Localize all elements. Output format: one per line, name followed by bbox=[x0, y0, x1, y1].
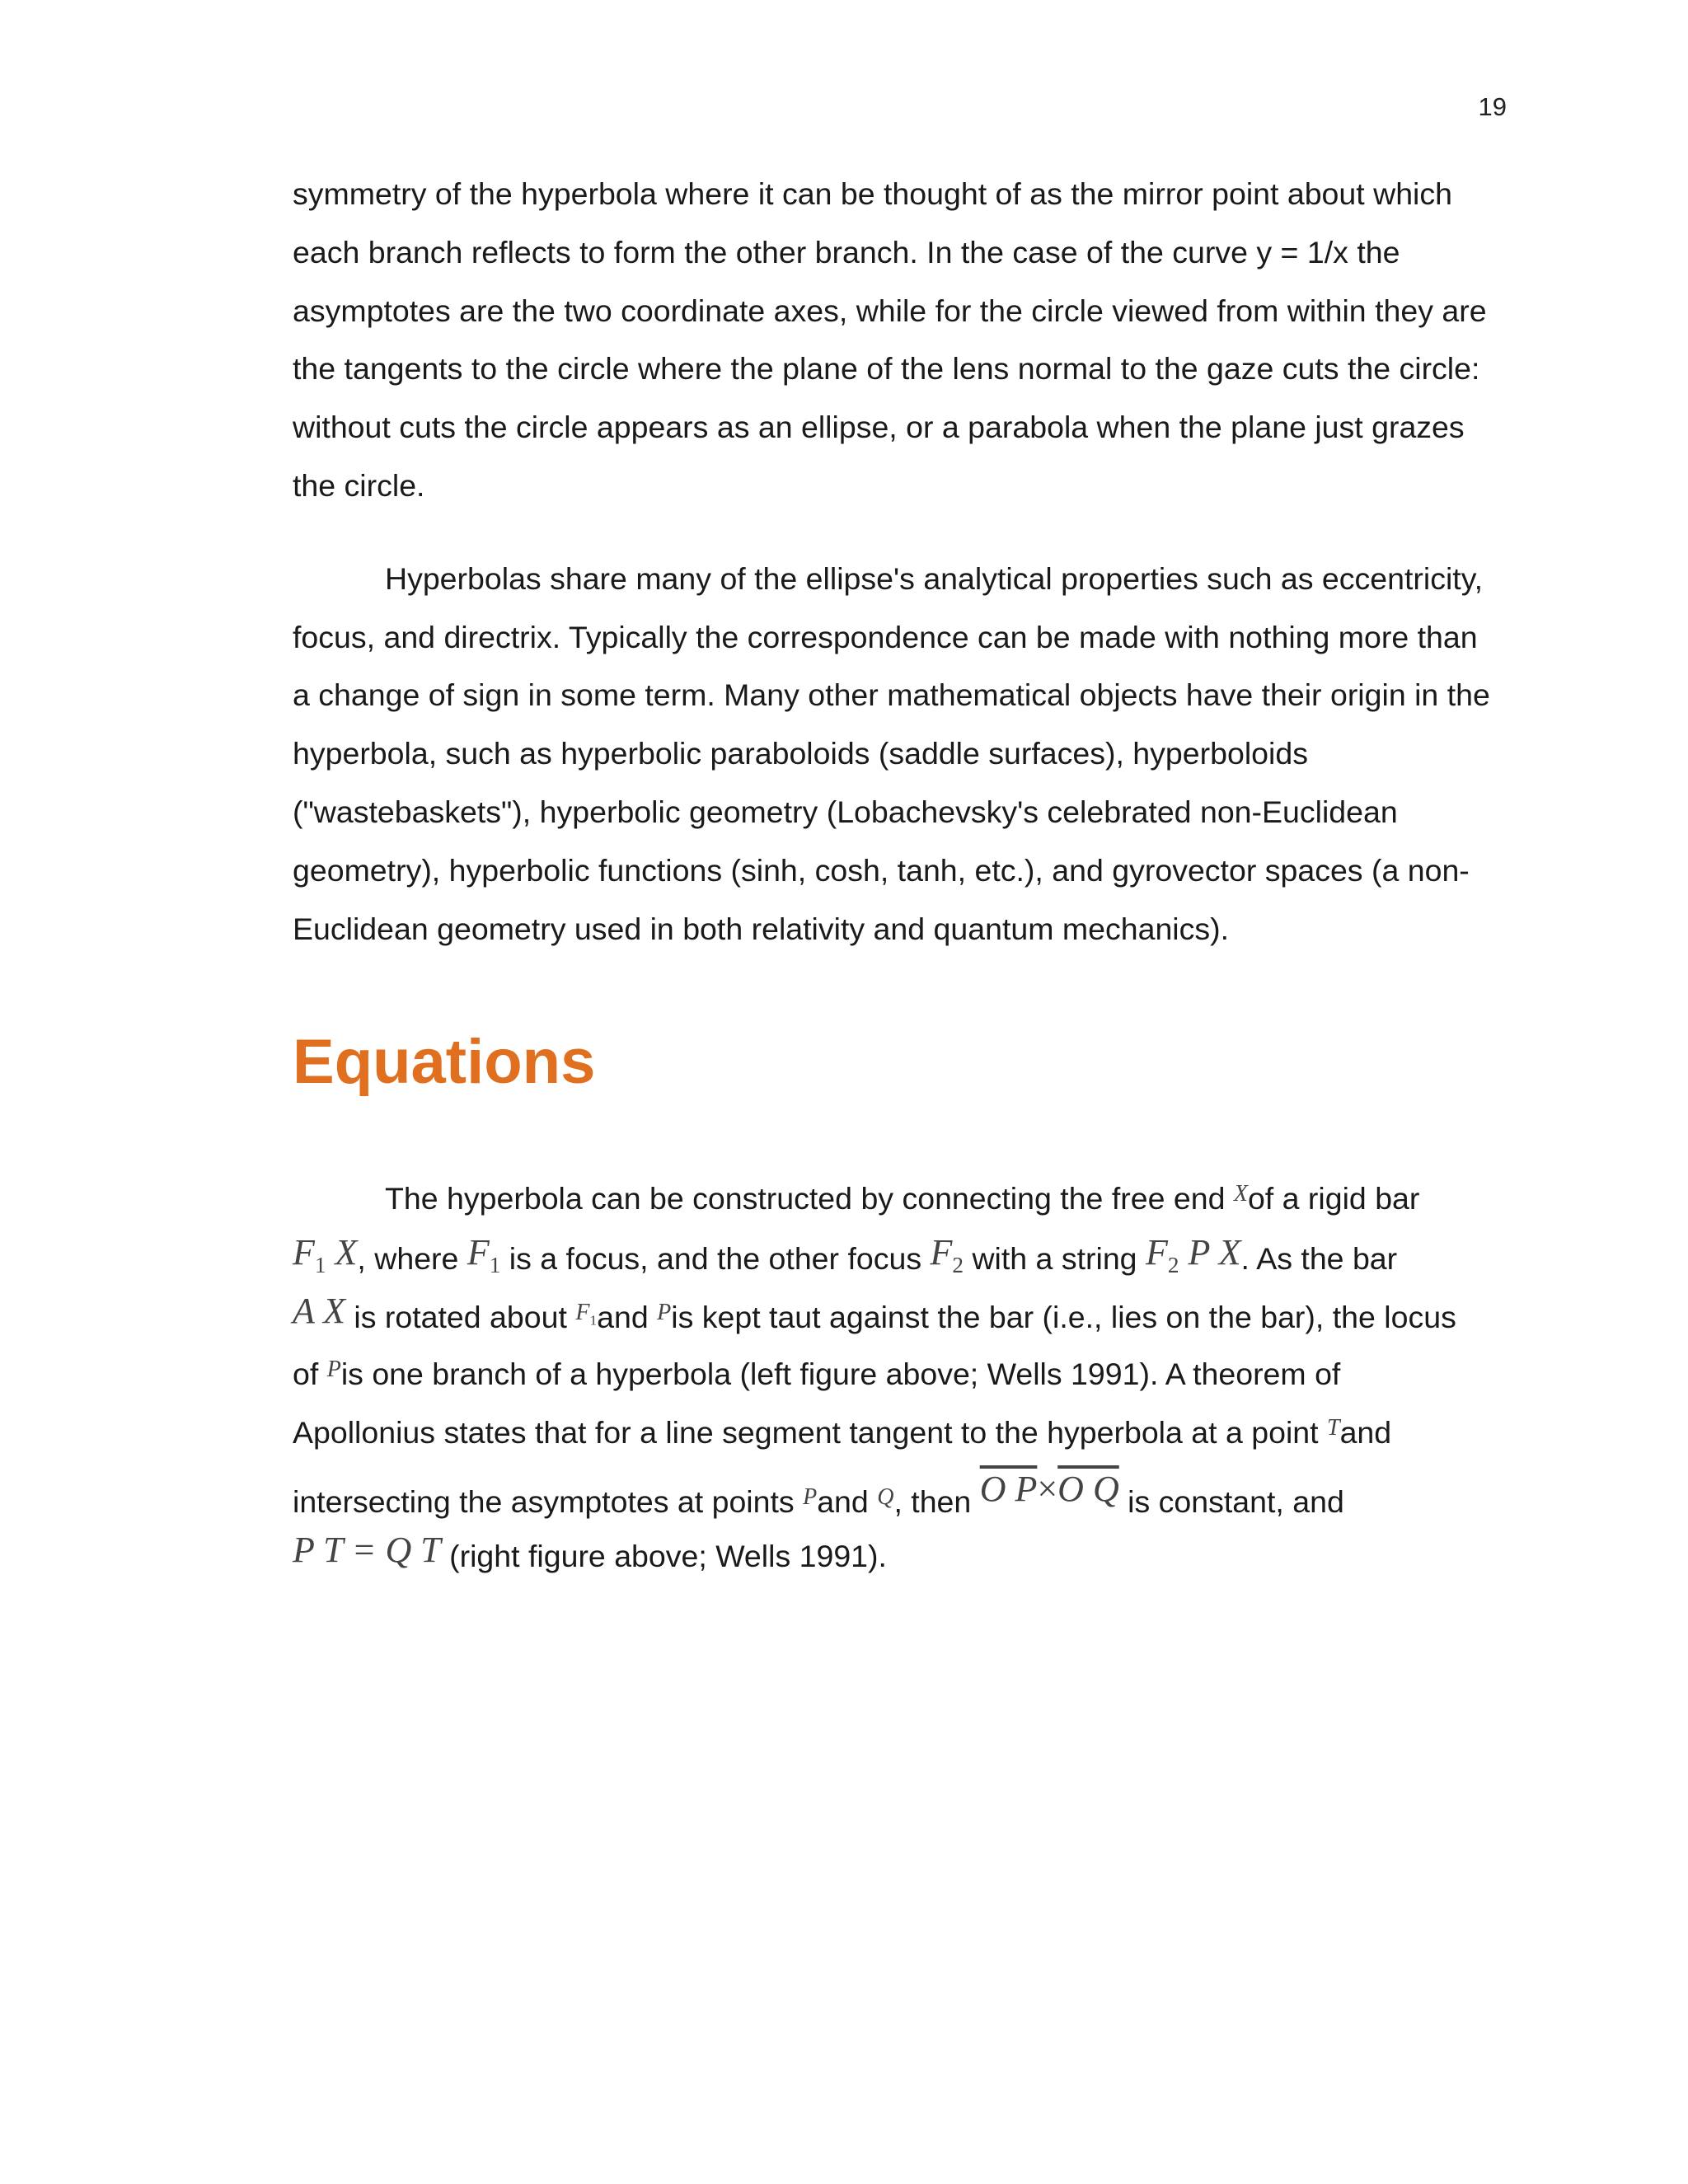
math-ax: A X bbox=[293, 1290, 345, 1331]
text-run: of a rigid bar bbox=[1247, 1181, 1420, 1216]
text-line: ("wastebaskets"), hyperbolic geometry (Lobachevsky's celebrated non-Euclidean bbox=[293, 794, 1398, 829]
math-pt-eq-qt: P T = Q T bbox=[293, 1530, 441, 1571]
text-run: and bbox=[1339, 1414, 1392, 1450]
math-times: × bbox=[1037, 1469, 1058, 1510]
math-op-times-oq bbox=[980, 1469, 1119, 1509]
math-symbol: F bbox=[575, 1299, 590, 1325]
paragraph-1 bbox=[293, 165, 1512, 515]
page-content bbox=[293, 165, 1512, 1580]
text-line: without cuts the circle appears as an ellipse, or a parabola when the plane just grazes bbox=[293, 410, 1465, 445]
text-line bbox=[293, 1399, 1512, 1458]
math-subscript: 1 bbox=[314, 1252, 326, 1277]
text-line: the circle. bbox=[293, 467, 425, 503]
page-number: 19 bbox=[1478, 92, 1507, 121]
text-line: each branch reflects to form the other branch. In the case of the curve y = 1/x the bbox=[293, 234, 1400, 269]
math-symbol: F bbox=[467, 1232, 490, 1273]
text-run: intersecting the asymptotes at points bbox=[293, 1484, 804, 1520]
text-run: The hyperbola can be constructed by connecting the free end bbox=[385, 1181, 1234, 1216]
text-line: Euclidean geometry used in both relativity and quantum mechanics). bbox=[293, 911, 1230, 946]
math-p: P bbox=[326, 1356, 341, 1382]
text-line bbox=[293, 1165, 1512, 1224]
text-line: focus, and directrix. Typically the correspondence can be made with nothing more than bbox=[293, 619, 1478, 654]
math-q: Q bbox=[877, 1484, 894, 1511]
text-run: Apollonius states that for a line segment tangent to the hyperbola at a point bbox=[293, 1414, 1327, 1450]
math-f1 bbox=[467, 1232, 501, 1277]
math-subscript: 1 bbox=[589, 1312, 598, 1329]
text-line bbox=[293, 1224, 1512, 1282]
text-line bbox=[293, 1521, 1512, 1580]
text-line: asymptotes are the two coordinate axes, while for the circle viewed from within they are bbox=[293, 293, 1487, 328]
text-line bbox=[293, 1457, 1512, 1521]
text-line: symmetry of the hyperbola where it can be thought of as the mirror point about which bbox=[293, 176, 1452, 211]
math-f2 bbox=[930, 1232, 964, 1277]
text-run: is constant, and bbox=[1118, 1484, 1344, 1520]
math-p: P bbox=[803, 1484, 818, 1511]
text-run: , then bbox=[893, 1484, 980, 1520]
math-symbol: F bbox=[930, 1232, 953, 1273]
math-f1-small bbox=[575, 1299, 598, 1329]
math-x: X bbox=[1233, 1181, 1248, 1207]
text-line: the tangents to the circle where the plane of the lens normal to the gaze cuts the circle: bbox=[293, 351, 1480, 387]
text-run: of bbox=[293, 1356, 327, 1391]
text-run: . As the bar bbox=[1240, 1241, 1398, 1277]
text-line: a change of sign in some term. Many other mathematical objects have their origin in the bbox=[293, 677, 1490, 713]
text-line bbox=[293, 1341, 1512, 1399]
text-line: Hyperbolas share many of the ellipse's analytical properties such as eccentricity, bbox=[385, 560, 1484, 596]
math-p: P bbox=[657, 1299, 672, 1325]
math-oq: O Q bbox=[1057, 1469, 1119, 1510]
math-symbol: P X bbox=[1179, 1232, 1241, 1273]
text-run: is rotated about bbox=[345, 1299, 576, 1334]
text-run: is kept taut against the bar (i.e., lies on the bar), the locus bbox=[671, 1299, 1456, 1334]
math-f2px bbox=[1145, 1232, 1241, 1277]
section-heading: Equations bbox=[293, 1027, 596, 1098]
paragraph-2 bbox=[293, 550, 1512, 958]
math-symbol: X bbox=[326, 1232, 358, 1273]
math-symbol: F bbox=[293, 1232, 315, 1273]
math-f1x bbox=[293, 1232, 358, 1277]
math-op: O P bbox=[979, 1469, 1038, 1510]
text-run: and bbox=[597, 1299, 658, 1334]
text-run: , where bbox=[357, 1241, 467, 1277]
text-run: (right figure above; Wells 1991). bbox=[440, 1539, 887, 1574]
text-run: and bbox=[817, 1484, 878, 1520]
text-run: is a focus, and the other focus bbox=[500, 1241, 931, 1277]
paragraph-3 bbox=[293, 1165, 1512, 1580]
text-line: geometry), hyperbolic functions (sinh, cosh, tanh, etc.), and gyrovector spaces (a non- bbox=[293, 852, 1470, 888]
text-line: hyperbola, such as hyperbolic paraboloids (saddle surfaces), hyperboloids bbox=[293, 736, 1308, 771]
math-subscript: 2 bbox=[952, 1252, 964, 1277]
math-subscript: 1 bbox=[489, 1252, 501, 1277]
text-run: with a string bbox=[964, 1241, 1146, 1277]
text-line bbox=[293, 1282, 1512, 1341]
math-t: T bbox=[1327, 1414, 1340, 1441]
math-subscript: 2 bbox=[1167, 1252, 1179, 1277]
math-symbol: F bbox=[1145, 1232, 1168, 1273]
text-run: is one branch of a hyperbola (left figure above; Wells 1991). A theorem of bbox=[340, 1356, 1341, 1391]
